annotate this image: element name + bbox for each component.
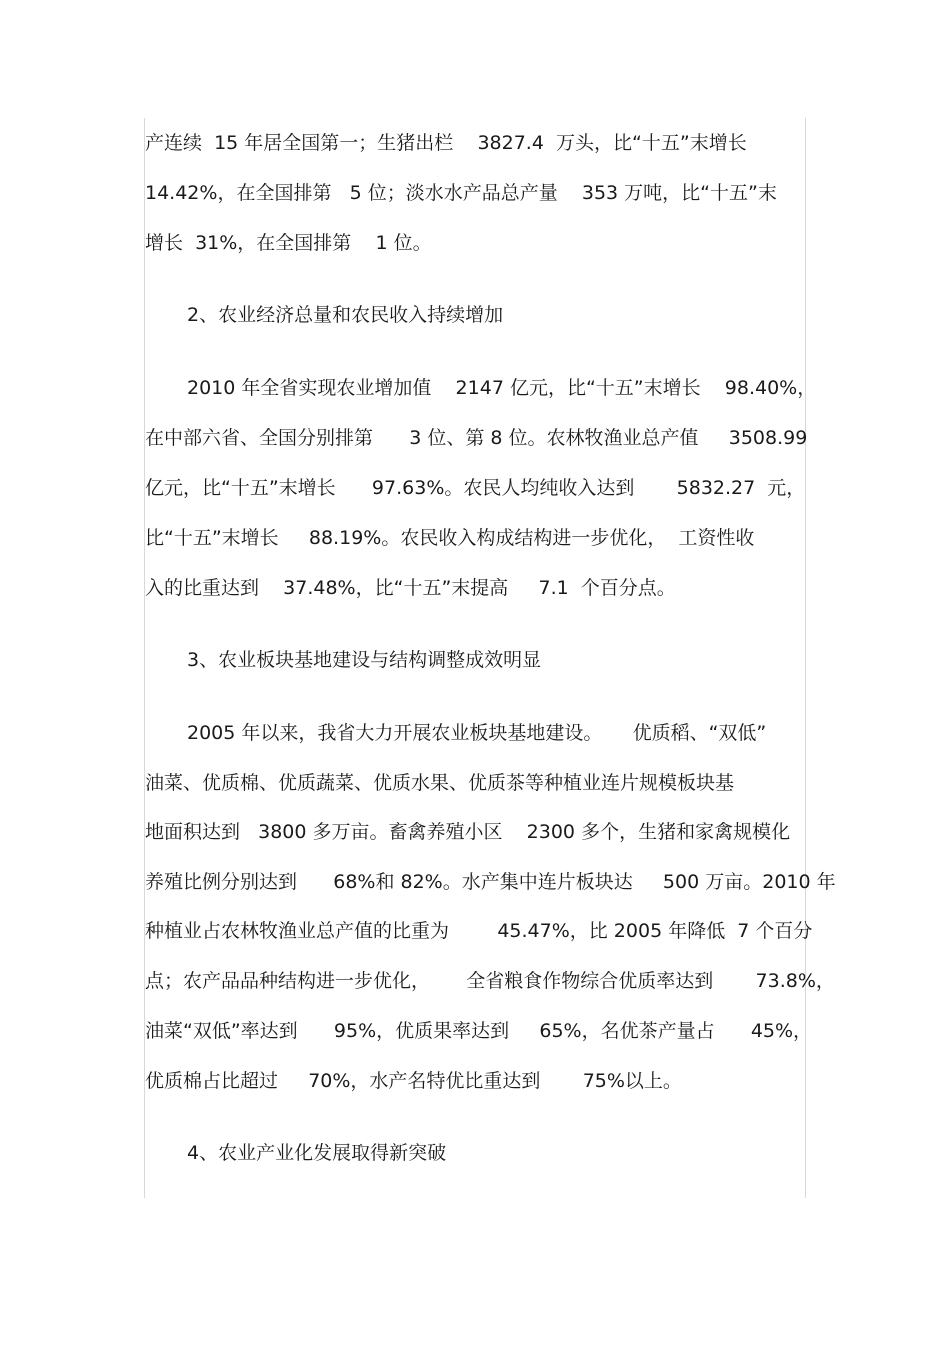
paragraph-line: 优质棉占比超过 70%，水产名特优比重达到 75%以上。 bbox=[145, 1070, 682, 1092]
paragraph-line: 养殖比例分别达到 68%和 82%。水产集中连片板块达 500 万亩。2010 年 bbox=[145, 871, 836, 893]
paragraph-line: 2010 年全省实现农业增加值 2147 亿元，比“十五”末增长 98.40%， bbox=[187, 377, 817, 399]
paragraph-line: 地面积达到 3800 多万亩。畜禽养殖小区 2300 多个，生猪和家禽规模化 bbox=[145, 821, 791, 843]
section-heading: 4、农业产业化发展取得新突破 bbox=[187, 1142, 447, 1164]
paragraph-line: 在中部六省、全国分别排第 3 位、第 8 位。农林牧渔业总产值 3508.99 bbox=[145, 427, 808, 449]
section-heading: 3、农业板块基地建设与结构调整成效明显 bbox=[187, 649, 542, 671]
paragraph-line: 油菜“双低”率达到 95%，优质果率达到 65%，名优茶产量占 45%， bbox=[145, 1020, 813, 1042]
paragraph-line: 2005 年以来，我省大力开展农业板块基地建设。 优质稻、“双低” bbox=[187, 722, 767, 744]
paragraph-line: 亿元，比“十五”末增长 97.63%。农民人均纯收入达到 5832.27 元， bbox=[145, 477, 806, 499]
section-heading: 2、农业经济总量和农民收入持续增加 bbox=[187, 304, 504, 326]
paragraph-line: 产连续 15 年居全国第一；生猪出栏 3827.4 万头，比“十五”末增长 bbox=[145, 132, 747, 154]
paragraph-line: 入的比重达到 37.48%，比“十五”末提高 7.1 个百分点。 bbox=[145, 577, 676, 599]
paragraph-line: 增长 31%，在全国排第 1 位。 bbox=[145, 232, 432, 254]
paragraph-line: 点；农产品品种结构进一步优化， 全省粮食作物综合优质率达到 73.8%， bbox=[145, 970, 835, 992]
paragraph-line: 14.42%，在全国排第 5 位；淡水水产品总产量 353 万吨，比“十五”末 bbox=[145, 182, 777, 204]
paragraph-line: 油菜、优质棉、优质蔬菜、优质水果、优质茶等种植业连片规模板块基 bbox=[145, 772, 735, 794]
paragraph-line: 种植业占农林牧渔业总产值的比重为 45.47%，比 2005 年降低 7 个百分 bbox=[145, 920, 813, 942]
paragraph-line: 比“十五”末增长 88.19%。农民收入构成结构进一步优化， 工资性收 bbox=[145, 527, 755, 549]
